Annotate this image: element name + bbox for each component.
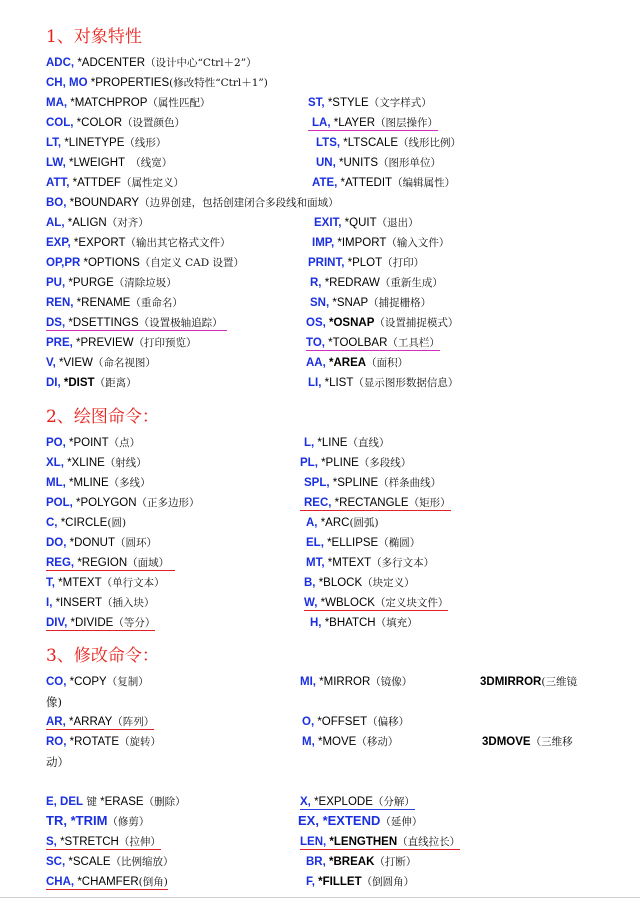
underline-mark <box>304 597 448 611</box>
cmd-desc: （直线拉长） <box>397 836 461 848</box>
cmd-desc: （阵列） <box>112 716 155 728</box>
cmd-desc: （矩形） <box>408 497 451 509</box>
cmd-desc: （设计中心“Ctrl＋2”） <box>145 57 257 69</box>
cmd-purge <box>46 274 177 292</box>
cmd-name: *DSETTINGS <box>65 317 139 329</box>
cmd-abbr: TR, <box>46 813 67 828</box>
cmd-array <box>46 713 154 731</box>
cmd-name: *LWEIGHT <box>65 157 126 169</box>
cmd-adcenter <box>46 54 257 72</box>
cmd-abbr: O, <box>302 716 315 728</box>
section-title-modify-commands: 3、修改命令： <box>46 646 159 666</box>
cmd-abbr: REG, <box>46 557 75 569</box>
cmd-name: *PLOT <box>344 257 383 269</box>
cmd-align <box>46 214 149 232</box>
cmd-desc: （对齐） <box>106 217 149 229</box>
cmd-view <box>46 354 156 372</box>
cmd-abbr: TO, <box>306 337 325 349</box>
cmd-name: *TOOLBAR <box>324 337 388 349</box>
underline-mark <box>308 117 438 131</box>
cmd-name: *PROPERTIES <box>87 77 170 89</box>
cmd-name: *DIST <box>60 377 95 389</box>
cmd-name: *ADCENTER <box>74 57 146 69</box>
cmd-name: *ARC <box>317 517 350 529</box>
cmd-abbr: LW, <box>46 157 66 169</box>
cmd-abbr: ML, <box>46 477 66 489</box>
cmd-desc: （块定义） <box>362 577 415 589</box>
cmd-options <box>46 254 244 272</box>
cmd-desc: （延伸） <box>380 816 423 828</box>
cmd-desc: （工具栏） <box>387 337 440 349</box>
cmd-osnap <box>306 314 458 332</box>
cmd-abbr: DO, <box>46 537 67 549</box>
cmd-spline <box>304 474 441 492</box>
cmd-desc: （命名视图） <box>92 357 156 369</box>
cmd-color <box>46 114 185 132</box>
cmd-scale <box>46 853 174 871</box>
cmd-abbr: BR, <box>306 856 326 868</box>
cmd-properties <box>46 74 268 92</box>
cmd-desc: （插入块） <box>102 597 155 609</box>
cmd-3dmove <box>482 733 573 751</box>
cmd-abbr: LT, <box>46 137 62 149</box>
cmd-abbr: EXP, <box>46 237 71 249</box>
cmd-abbr: I, <box>46 597 53 609</box>
cmd-abbr: LI, <box>308 377 322 389</box>
cmd-desc: （修剪） <box>107 816 150 828</box>
cmd-list <box>308 374 458 392</box>
cmd-abbr: PL, <box>300 457 318 469</box>
cmd-abbr: R, <box>310 277 322 289</box>
cmd-line <box>304 434 389 452</box>
cmd-dsettings <box>46 314 227 332</box>
cmd-abbr: S, <box>46 836 57 848</box>
cmd-redraw <box>310 274 443 292</box>
cmd-name: *ATTEDIT <box>337 177 393 189</box>
cmd-name: *LINE <box>314 437 348 449</box>
cmd-abbr: LA, <box>312 117 331 129</box>
cmd-name: *POINT <box>65 437 109 449</box>
underline-mark <box>46 716 154 730</box>
cmd-abbr: EX, <box>298 813 319 828</box>
cmd-desc: （打印预览） <box>133 337 197 349</box>
cmd-bhatch <box>310 614 418 632</box>
cmd-desc: （填充） <box>375 617 418 629</box>
cmd-abbr: SC, <box>46 856 66 868</box>
cmd-attedit <box>312 174 455 192</box>
cmd-name: *CHAMFER <box>74 876 139 888</box>
cmd-desc: （输入文件） <box>386 237 450 249</box>
cmd-name: *ATTDEF <box>69 177 121 189</box>
cmd-abbr: EXIT, <box>314 217 342 229</box>
cmd-block <box>304 574 415 592</box>
section-title-draw-commands: 2、绘图命令： <box>46 407 159 427</box>
cmd-abbr: ATE, <box>312 177 338 189</box>
underline-mark <box>300 497 451 511</box>
cmd-desc: （面域） <box>127 557 170 569</box>
cmd-name: *LIST <box>321 377 354 389</box>
cmd-desc: （退出） <box>376 217 419 229</box>
cmd-desc: （镜像） <box>370 676 413 688</box>
underline-mark <box>46 617 155 631</box>
cmd-desc: （输出其它格式文件） <box>125 237 231 249</box>
cmd-abbr: AR, <box>46 716 66 728</box>
cmd-name: *EXPLODE <box>310 796 373 808</box>
cmd-move <box>302 733 398 751</box>
cmd-copy <box>46 673 149 691</box>
cmd-abbr: X, <box>300 796 311 808</box>
cmd-name: *ERASE <box>96 796 144 808</box>
cmd-abbr: DS, <box>46 317 66 329</box>
page-bottom-divider <box>0 897 640 898</box>
cmd-name: *XLINE <box>63 457 105 469</box>
cmd-chamfer <box>46 873 168 891</box>
cmd-abbr: XL, <box>46 457 64 469</box>
cmd-abbr: MT, <box>306 557 325 569</box>
cmd-abbr: AL, <box>46 217 65 229</box>
cmd-abbr: ADC, <box>46 57 75 69</box>
cmd-name: *OPTIONS <box>80 257 140 269</box>
cmd-text <box>46 574 165 592</box>
cmd-abbr: AA, <box>306 357 326 369</box>
cmd-desc: （正多边形） <box>136 497 200 509</box>
cmd-name: *STRETCH <box>56 836 119 848</box>
cmd-desc: （重新生成） <box>379 277 443 289</box>
underline-mark <box>46 317 227 331</box>
cmd-desc: （属性定义） <box>120 177 184 189</box>
cmd-desc: （删除） <box>143 796 186 808</box>
cmd-name: *RENAME <box>73 297 131 309</box>
cmd-dist <box>46 374 137 392</box>
cmd-toolbar <box>306 334 440 352</box>
cmd-quit <box>314 214 419 232</box>
cmd-name: *LINETYPE <box>61 137 125 149</box>
cmd-name: *ELLIPSE <box>323 537 379 549</box>
cmd-abbr: REC, <box>304 497 332 509</box>
cmd-abbr: POL, <box>46 497 73 509</box>
cmd-desc: （线形比例） <box>398 137 462 149</box>
cmd-name: *PLINE <box>317 457 359 469</box>
cmd-point <box>46 434 140 452</box>
cmd-lengthen <box>300 833 460 851</box>
cmd-desc: （倒圆角） <box>361 876 415 888</box>
cmd-desc: （线形） <box>124 137 167 149</box>
cmd-name: *LAYER <box>330 117 376 129</box>
cmd-name: *MATCHPROP <box>67 97 148 109</box>
cmd-xline <box>46 454 147 472</box>
cmd-abbr: ATT, <box>46 177 70 189</box>
cmd-abbr: B, <box>304 577 316 589</box>
cmd-abbr: PRINT, <box>308 257 345 269</box>
cmd-desc: (圆) <box>107 517 127 529</box>
cmd-desc: （编辑属性） <box>392 177 456 189</box>
cmd-name: *BLOCK <box>315 577 363 589</box>
cmd-insert <box>46 594 155 612</box>
cmd-name: *UNITS <box>335 157 378 169</box>
cmd-desc: （设置捕捉模式） <box>374 317 459 329</box>
cmd-abbr: L, <box>304 437 315 449</box>
cmd-desc: （三维移 <box>530 736 573 748</box>
cmd-matchprop <box>46 94 210 112</box>
cmd-abbr: T, <box>46 577 55 589</box>
cmd-desc: （样条曲线） <box>378 477 442 489</box>
cmd-desc: （点） <box>108 437 141 449</box>
cmd-name: *WBLOCK <box>317 597 375 609</box>
cmd-layer <box>308 114 438 132</box>
cmd-abbr: MA, <box>46 97 68 109</box>
cmd-desc: （设置颜色） <box>122 117 186 129</box>
cmd-name: *EXPORT <box>70 237 126 249</box>
cmd-desc: （图层操作） <box>375 117 439 129</box>
cmd-desc: （捕捉栅格） <box>368 297 432 309</box>
cmd-pline <box>300 454 411 472</box>
cmd-desc: （比例缩放） <box>110 856 174 868</box>
cmd-desc: （单行文本） <box>101 577 165 589</box>
cmd-desc: （图形单位） <box>377 157 441 169</box>
cmd-abbr: RO, <box>46 736 67 748</box>
cmd-abbr: DIV, <box>46 617 68 629</box>
cmd-name: *REGION <box>74 557 128 569</box>
cmd-rename <box>46 294 183 312</box>
cmd-abbr: DI, <box>46 377 61 389</box>
cmd-abbr: CO, <box>46 676 67 688</box>
cmd-desc: (倒角) <box>138 876 168 888</box>
cmd-3dmirror <box>480 673 577 691</box>
cmd-export <box>46 234 230 252</box>
cmd-abbr: F, <box>306 876 315 888</box>
cmd-name: *INSERT <box>52 597 103 609</box>
cmd-area <box>306 354 408 372</box>
cmd-desc: （拉伸） <box>118 836 161 848</box>
cmd-attdef <box>46 174 184 192</box>
cmd-abbr: COL, <box>46 117 74 129</box>
cmd-name: *COLOR <box>73 117 123 129</box>
cmd-fillet <box>306 873 414 891</box>
cmd-abbr: UN, <box>316 157 336 169</box>
cmd-desc: （显示图形数据信息） <box>353 377 459 389</box>
cmd-extend <box>298 812 422 830</box>
cmd-break <box>306 853 416 871</box>
cmd-abbr: W, <box>304 597 318 609</box>
cmd-desc: （距离） <box>94 377 137 389</box>
cmd-name: *MIRROR <box>315 676 371 688</box>
cmd-abbr: IMP, <box>312 237 335 249</box>
cmd-desc: （重命名） <box>130 297 183 309</box>
cmd-name: *MTEXT <box>324 557 372 569</box>
cmd-name: *FILLET <box>314 876 362 888</box>
cmd-desc: （文字样式） <box>368 97 432 109</box>
cmd-name: 3DMOVE <box>482 736 531 748</box>
cmd-abbr: E, DEL <box>46 796 84 808</box>
cmd-name: *COPY <box>66 676 107 688</box>
cmd-name: *REDRAW <box>321 277 380 289</box>
cmd-trim <box>46 812 149 830</box>
cmd-name: *SNAP <box>329 297 369 309</box>
cmd-name: *BOUNDARY <box>66 197 140 209</box>
cmd-abbr: REN, <box>46 297 74 309</box>
cmd-name: *OSNAP <box>325 317 375 329</box>
cmd-desc: （直线） <box>347 437 390 449</box>
cmd-desc: （打断） <box>374 856 417 868</box>
cmd-desc: （面积） <box>366 357 409 369</box>
cmd-desc: (修改特性“Ctrl＋1”) <box>169 77 268 89</box>
cmd-style <box>308 94 432 112</box>
underline-mark <box>300 796 415 810</box>
cmd-abbr: A, <box>306 517 318 529</box>
cmd-abbr: OP,PR <box>46 257 81 269</box>
cmd-circle <box>46 514 126 532</box>
cmd-abbr: MI, <box>300 676 316 688</box>
cmd-abbr: OS, <box>306 317 326 329</box>
cmd-boundary <box>46 194 339 212</box>
cmd-name: 3DMIRROR <box>480 676 542 688</box>
cmd-preview <box>46 334 197 352</box>
cmd-desc: （打印） <box>382 257 425 269</box>
cmd-desc: (圆弧) <box>349 517 379 529</box>
cmd-desc: （椭圆） <box>378 537 421 549</box>
cmd-arc <box>306 514 379 532</box>
cmd-name: *RECTANGLE <box>331 497 409 509</box>
cmd-explode <box>300 793 415 811</box>
cmd-abbr: V, <box>46 357 56 369</box>
cmd-abbr: BO, <box>46 197 67 209</box>
cmd-name: *MTEXT <box>54 577 102 589</box>
cmd-name: *ARRAY <box>65 716 113 728</box>
cmd-name: *TRIM <box>66 813 108 828</box>
cmd-desc: （旋转） <box>119 736 162 748</box>
cmd-abbr: ST, <box>308 97 325 109</box>
cmd-desc: （线宽） <box>125 157 173 169</box>
cmd-wblock <box>304 594 448 612</box>
cmd-abbr: EL, <box>306 537 324 549</box>
cmd-name: *MLINE <box>65 477 109 489</box>
cmd-snap <box>310 294 431 312</box>
cmd-name: *QUIT <box>341 217 377 229</box>
cmd-stretch <box>46 833 161 851</box>
cmd-desc: （自定义 CAD 设置） <box>139 257 244 269</box>
cmd-units <box>316 154 441 172</box>
cmd-name: *CIRCLE <box>57 517 108 529</box>
cmd-name: *ROTATE <box>66 736 120 748</box>
cmd-desc: （属性匹配） <box>147 97 211 109</box>
cmd-abbr: LEN, <box>300 836 327 848</box>
cmd-lweight <box>46 154 172 172</box>
cmd-3dmove-wrap: 动） <box>46 755 69 769</box>
cmd-donut <box>46 534 157 552</box>
cmd-desc: （射线） <box>104 457 147 469</box>
cmd-desc: （定义块文件） <box>374 597 449 609</box>
cmd-linetype <box>46 134 166 152</box>
cmd-abbr: SPL, <box>304 477 330 489</box>
cmd-abbr: CH, MO <box>46 77 88 89</box>
cmd-key-label: 键 <box>83 796 97 808</box>
cmd-rectangle <box>300 494 451 512</box>
cmd-rotate <box>46 733 161 751</box>
cmd-abbr: PO, <box>46 437 66 449</box>
cmd-mtext <box>306 554 434 572</box>
cmd-name: *PURGE <box>65 277 114 289</box>
underline-mark <box>306 337 440 351</box>
cmd-name: *DONUT <box>66 537 116 549</box>
cmd-mirror <box>300 673 412 691</box>
cmd-abbr: SN, <box>310 297 330 309</box>
cmd-name: *MOVE <box>314 736 357 748</box>
cmd-name: *LTSCALE <box>340 137 399 149</box>
cmd-desc: （偏移） <box>367 716 410 728</box>
cmd-name: *PREVIEW <box>72 337 134 349</box>
cmd-desc: （复制） <box>106 676 149 688</box>
cmd-desc: （多行文本） <box>371 557 435 569</box>
cmd-desc: (三维镜 <box>541 676 577 688</box>
cmd-region <box>46 554 175 572</box>
cmd-abbr: LTS, <box>316 137 341 149</box>
cmd-name: *BHATCH <box>321 617 376 629</box>
cmd-desc: （等分） <box>113 617 156 629</box>
cmd-name: *POLYGON <box>72 497 137 509</box>
underline-mark <box>300 836 460 850</box>
cmd-abbr: H, <box>310 617 322 629</box>
cmd-desc: （圆环） <box>115 537 158 549</box>
cmd-abbr: C, <box>46 517 58 529</box>
cmd-desc: （分解） <box>372 796 415 808</box>
cmd-name: *IMPORT <box>334 237 387 249</box>
cmd-mline <box>46 474 151 492</box>
cmd-name: *BREAK <box>325 856 375 868</box>
cmd-desc: （边界创建，包括创建闭合多段线和面域） <box>139 197 339 209</box>
cmd-import <box>312 234 449 252</box>
cmd-abbr: M, <box>302 736 315 748</box>
cmd-erase <box>46 793 186 811</box>
cmd-polygon <box>46 494 200 512</box>
cmd-desc: （设置极轴追踪） <box>138 317 223 329</box>
cmd-name: *OFFSET <box>314 716 368 728</box>
cmd-desc: （清除垃圾） <box>113 277 177 289</box>
underline-mark <box>46 557 175 571</box>
cmd-divide <box>46 614 155 632</box>
section-title-object-properties: 1、对象特性 <box>46 27 142 47</box>
cmd-desc: （移动） <box>356 736 399 748</box>
cmd-ellipse <box>306 534 420 552</box>
cmd-desc: （多线） <box>108 477 151 489</box>
cmd-offset <box>302 713 409 731</box>
cmd-name: *EXTEND <box>318 813 381 828</box>
cmd-desc: （多段线） <box>358 457 412 469</box>
underline-mark <box>46 876 168 890</box>
cmd-name: *ALIGN <box>64 217 107 229</box>
cmd-name: *SPLINE <box>329 477 379 489</box>
cmd-abbr: CHA, <box>46 876 75 888</box>
cmd-name: *SCALE <box>65 856 111 868</box>
cmd-name: *DIVIDE <box>67 617 114 629</box>
underline-mark <box>46 836 161 850</box>
cmd-name: *VIEW <box>55 357 93 369</box>
cmd-abbr: PU, <box>46 277 66 289</box>
cmd-ltscale <box>316 134 461 152</box>
cmd-name: *STYLE <box>324 97 369 109</box>
cmd-name: *AREA <box>325 357 367 369</box>
cmd-plot <box>308 254 424 272</box>
cmd-name: *LENGTHEN <box>326 836 398 848</box>
cmd-3dmirror-wrap: 像) <box>46 695 62 709</box>
cmd-abbr: PRE, <box>46 337 73 349</box>
